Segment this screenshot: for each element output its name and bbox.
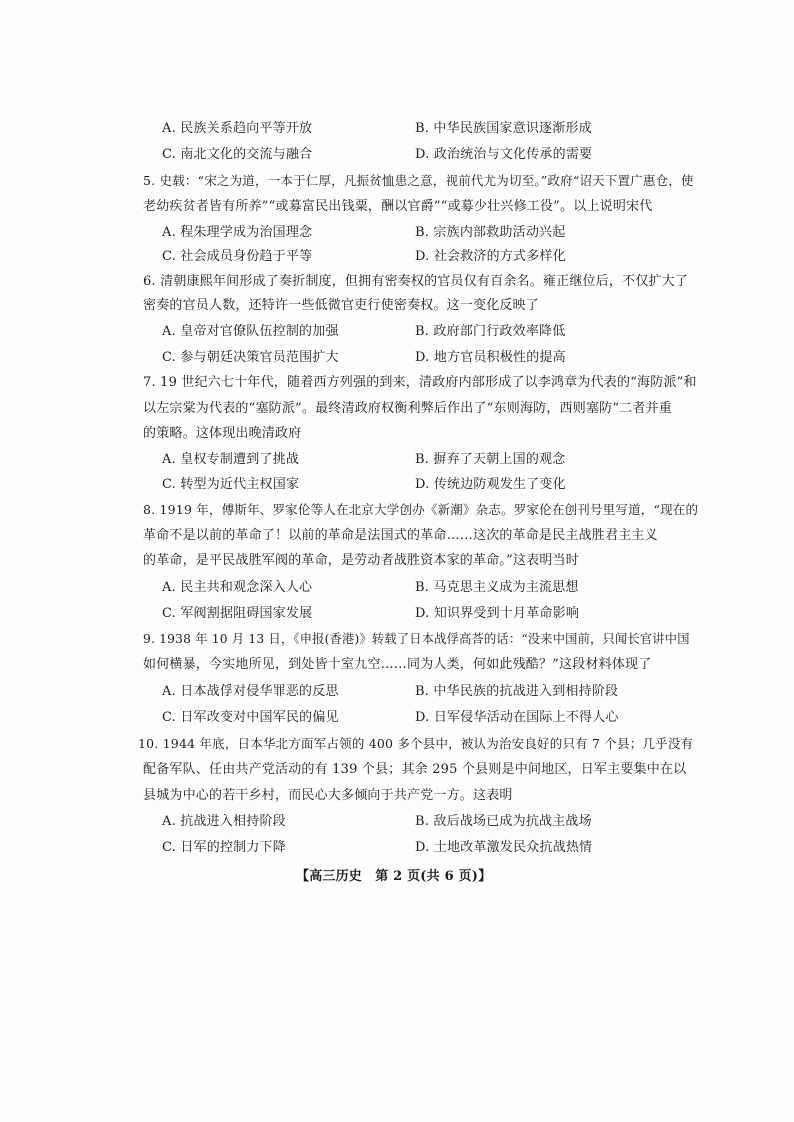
q7-stem-line-1: 7. 19 世纪六七十年代，随着西方列强的到来，清政府内部形成了以李鸿章为代表的“海防派”和 bbox=[143, 375, 697, 390]
q9-stem-line-1: 9. 1938 年 10 月 13 日，《申报(香港)》转载了日本战俘高荅的话：“没来中国前，只闻长官讲中国 bbox=[143, 632, 690, 646]
q6-stem-line-2: 密奏的官员人数，还特许一些低微官吏行使密奏权。这一变化反映了 bbox=[143, 298, 540, 313]
q7-option-a: A. 皇权专制遭到了挑战 bbox=[162, 452, 300, 467]
q10-option-c: C. 日军的控制力下降 bbox=[162, 840, 286, 855]
q6-option-b: B. 政府部门行政效率降低 bbox=[415, 324, 566, 339]
q4-option-b: B. 中华民族国家意识逐渐形成 bbox=[415, 121, 592, 136]
q5-option-b: B. 宗族内部救助活动兴起 bbox=[415, 225, 566, 240]
q6-stem-line-1: 6. 清朝康熙年间形成了奏折制度，但拥有密奏权的官员仅有百余名。雍正继位后，不仅扩大了 bbox=[143, 274, 689, 289]
q9-option-a: A. 日本战俘对侵华罪恶的反思 bbox=[162, 684, 339, 699]
q5-option-d: D. 社会救济的方式多样化 bbox=[415, 249, 566, 264]
q8-stem-line-1: 8. 1919 年，傅斯年、罗家伦等人在北京大学创办《新潮》杂志。罗家伦在创刊号里写道，“现在的 bbox=[143, 502, 699, 517]
q4-option-c: C. 南北文化的交流与融合 bbox=[162, 147, 313, 162]
q6-option-c: C. 参与朝廷决策官员范围扩大 bbox=[162, 350, 339, 365]
q8-stem-line-2: 革命不是以前的革命了！以前的革命是法国式的革命……这次的革命是民主战胜君主主义 bbox=[143, 528, 658, 543]
q7-option-c: C. 转型为近代主权国家 bbox=[162, 477, 300, 492]
q5-stem-line-2: 老幼疾贫者皆有所养”“或募富民出钱粟，酬以官爵”“或募少壮兴修工役”。以上说明宋代 bbox=[143, 199, 653, 214]
q10-stem-line-2: 配备军队、任由共产党活动的有 139 个县；其余 295 个县则是中间地区，日军主要集中在以 bbox=[143, 762, 687, 777]
q10-option-a: A. 抗战进入相持阶段 bbox=[162, 814, 286, 829]
q4-option-a: A. 民族关系趋向平等开放 bbox=[162, 121, 313, 136]
q9-option-b: B. 中华民族的抗战进入到相持阶段 bbox=[415, 684, 619, 699]
q10-stem-line-1: 10. 1944 年底，日本华北方面军占领的 400 多个县中，被认为治安良好的只有 7 个县；几乎没有 bbox=[138, 736, 694, 751]
q6-option-d: D. 地方官员积极性的提高 bbox=[415, 350, 566, 365]
q8-option-a: A. 民主共和观念深入人心 bbox=[162, 580, 313, 595]
q9-stem-line-2: 如何横暴，今实地所见，到处皆十室九空……同为人类，何如此残酷？”这段材料体现了 bbox=[143, 657, 652, 672]
q7-option-b: B. 摒弃了天朝上国的观念 bbox=[415, 452, 566, 467]
q5-stem-line-1: 5. 史载：“宋之为道，一本于仁厚，凡振贫恤患之意，视前代尤为切至。”政府“诏天下置广惠仓，使 bbox=[143, 173, 694, 188]
q9-option-d: D. 日军侵华活动在国际上不得人心 bbox=[415, 710, 619, 725]
q10-option-b: B. 敌后战场已成为抗战主战场 bbox=[415, 814, 592, 829]
q8-stem-line-3: 的革命，是平民战胜军阀的革命，是劳动者战胜资本家的革命。”这表明当时 bbox=[143, 553, 579, 568]
q8-option-b: B. 马克思主义成为主流思想 bbox=[415, 580, 579, 595]
q4-option-d: D. 政治统治与文化传承的需要 bbox=[415, 147, 593, 162]
q9-option-c: C. 日军改变对中国军民的偏见 bbox=[162, 710, 339, 725]
q7-stem-line-3: 的策略。这体现出晚清政府 bbox=[143, 426, 302, 441]
q8-option-d: D. 知识界受到十月革命影响 bbox=[415, 606, 580, 621]
q7-option-d: D. 传统边防观发生了变化 bbox=[415, 477, 566, 492]
q6-option-a: A. 皇帝对官僚队伍控制的加强 bbox=[162, 324, 339, 339]
q10-stem-line-3: 县城为中心的若干乡村，而民心大多倾向于共产党一方。这表明 bbox=[143, 788, 513, 803]
q5-option-c: C. 社会成员身份趋于平等 bbox=[162, 249, 313, 264]
page-footer: 【高三历史 第 2 页(共 6 页)】 bbox=[296, 869, 492, 884]
q10-option-d: D. 土地改革激发民众抗战热情 bbox=[415, 840, 593, 855]
q8-option-c: C. 军阀割据阻碍国家发展 bbox=[162, 606, 313, 621]
q7-stem-line-2: 以左宗棠为代表的“塞防派”。最终清政府权衡利弊后作出了“东则海防，西则塞防”二者并重 bbox=[143, 401, 672, 416]
q5-option-a: A. 程朱理学成为治国理念 bbox=[162, 225, 313, 240]
